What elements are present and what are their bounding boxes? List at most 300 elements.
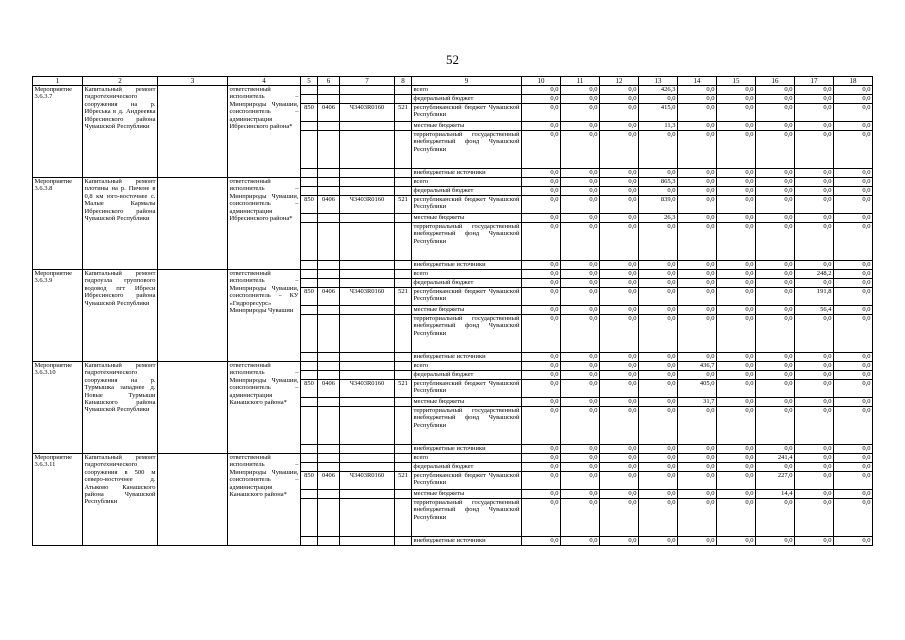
value-cell: 0,0 [795,371,834,380]
value-cell: 0,0 [639,463,678,472]
code-cell [340,315,395,353]
value-cell: 56,4 [795,306,834,315]
funding-source: внебюджетные источники [412,353,522,362]
value-cell: 415,0 [639,104,678,122]
code-cell [301,371,318,380]
measure-name: Капитальный ремонт гидротехнического сооружения в 500 м северо-восточнее д. Атыково Канашского района Чувашской Республики [83,454,158,546]
value-cell: 0,0 [561,445,600,454]
value-cell: 426,3 [639,86,678,95]
value-cell: 0,0 [795,131,834,169]
code-cell [301,490,318,499]
value-cell: 14,4 [756,490,795,499]
value-cell: 0,0 [756,537,795,546]
funding-source: республиканский бюджет Чувашской Республики [412,196,522,214]
value-cell: 0,0 [834,95,873,104]
empty-cell [158,178,228,270]
code-cell [395,407,412,445]
value-cell: 0,0 [522,169,561,178]
value-cell: 0,0 [834,178,873,187]
value-cell: 0,0 [834,537,873,546]
code-target: Ч3403R0160 [340,196,395,214]
value-cell: 0,0 [834,380,873,398]
value-cell: 0,0 [522,86,561,95]
column-number: 9 [412,77,522,86]
value-cell: 0,0 [717,279,756,288]
code-cell [318,214,340,223]
code-cell [301,315,318,353]
value-cell: 0,0 [678,454,717,463]
value-cell: 0,0 [522,398,561,407]
value-cell: 0,0 [561,187,600,196]
value-cell: 0,0 [795,95,834,104]
value-cell: 0,0 [639,288,678,306]
value-cell: 0,0 [639,454,678,463]
code-expense: 521 [395,472,412,490]
value-cell: 0,0 [717,398,756,407]
code-cell [301,223,318,261]
column-number: 17 [795,77,834,86]
value-cell: 0,0 [795,261,834,270]
code-cell [301,214,318,223]
value-cell: 0,0 [600,454,639,463]
code-cell [340,86,395,95]
value-cell: 0,0 [522,214,561,223]
measure-number: Мероприятие 3.6.3.8 [33,178,83,270]
funding-source: республиканский бюджет Чувашской Республики [412,472,522,490]
column-number: 4 [228,77,301,86]
code-cell [395,490,412,499]
code-cell [395,371,412,380]
value-cell: 0,0 [756,315,795,353]
value-cell: 0,0 [522,445,561,454]
code-cell [340,122,395,131]
value-cell: 0,0 [600,362,639,371]
code-cell [340,463,395,472]
funding-source: федеральный бюджет [412,95,522,104]
value-cell: 0,0 [600,187,639,196]
funding-source: республиканский бюджет Чувашской Республики [412,380,522,398]
measure-name: Капитальный ремонт гидроузла группового водовод пгт Ибреси Ибресинского района Чувашской Республики [83,270,158,362]
value-cell: 0,0 [639,187,678,196]
value-cell: 0,0 [756,261,795,270]
value-cell: 0,0 [522,279,561,288]
value-cell: 0,0 [717,380,756,398]
funding-source: федеральный бюджет [412,187,522,196]
value-cell: 0,0 [678,196,717,214]
value-cell: 0,0 [600,86,639,95]
code-grbs: 850 [301,196,318,214]
value-cell: 0,0 [639,353,678,362]
code-cell [395,362,412,371]
value-cell: 0,0 [795,499,834,537]
funding-source: местные бюджеты [412,398,522,407]
code-cell [340,353,395,362]
value-cell: 0,0 [678,214,717,223]
value-cell: 0,0 [678,499,717,537]
code-cell [395,445,412,454]
value-cell: 0,0 [756,104,795,122]
value-cell: 0,0 [756,178,795,187]
code-cell [340,499,395,537]
value-cell: 0,0 [756,306,795,315]
code-cell [340,454,395,463]
code-cell [395,279,412,288]
value-cell: 0,0 [561,95,600,104]
value-cell: 0,0 [639,472,678,490]
value-cell: 0,0 [561,169,600,178]
value-cell: 0,0 [834,463,873,472]
value-cell: 0,0 [639,223,678,261]
funding-source: всего [412,362,522,371]
value-cell: 0,0 [834,362,873,371]
value-cell: 0,0 [756,214,795,223]
value-cell: 839,0 [639,196,678,214]
value-cell: 0,0 [522,288,561,306]
code-cell [318,353,340,362]
value-cell: 0,0 [834,306,873,315]
code-cell [395,95,412,104]
code-target: Ч3403R0160 [340,472,395,490]
code-section: 0406 [318,472,340,490]
value-cell: 0,0 [522,353,561,362]
code-cell [395,353,412,362]
value-cell: 0,0 [834,353,873,362]
funding-source: территориальный государственный внебюджетный фонд Чувашской Республики [412,499,522,537]
value-cell: 0,0 [561,353,600,362]
funding-source: территориальный государственный внебюджетный фонд Чувашской Республики [412,315,522,353]
code-cell [395,178,412,187]
value-cell: 0,0 [522,454,561,463]
value-cell: 0,0 [600,398,639,407]
code-cell [340,398,395,407]
code-cell [318,463,340,472]
value-cell: 0,0 [834,472,873,490]
column-number: 18 [834,77,873,86]
code-cell [318,407,340,445]
value-cell: 0,0 [600,288,639,306]
value-cell: 0,0 [756,169,795,178]
value-cell: 0,0 [561,261,600,270]
value-cell: 0,0 [561,104,600,122]
code-cell [301,537,318,546]
funding-source: внебюджетные источники [412,537,522,546]
code-cell [340,178,395,187]
value-cell: 0,0 [561,223,600,261]
value-cell: 0,0 [600,279,639,288]
value-cell: 0,0 [639,261,678,270]
value-cell: 0,0 [756,270,795,279]
value-cell: 0,0 [756,196,795,214]
code-cell [318,445,340,454]
code-cell [301,499,318,537]
value-cell: 0,0 [522,306,561,315]
code-cell [395,169,412,178]
value-cell: 0,0 [561,279,600,288]
funding-source: местные бюджеты [412,122,522,131]
table-row [33,86,873,95]
code-cell [340,261,395,270]
code-cell [340,279,395,288]
code-cell [318,398,340,407]
funding-source: внебюджетные источники [412,261,522,270]
value-cell: 0,0 [756,86,795,95]
value-cell: 0,0 [600,261,639,270]
code-cell [318,178,340,187]
code-cell [301,131,318,169]
value-cell: 0,0 [717,490,756,499]
value-cell: 0,0 [678,270,717,279]
funding-source: всего [412,86,522,95]
value-cell: 26,3 [639,214,678,223]
value-cell: 0,0 [717,169,756,178]
value-cell: 0,0 [678,169,717,178]
value-cell: 0,0 [561,371,600,380]
value-cell: 0,0 [522,95,561,104]
value-cell: 0,0 [639,362,678,371]
code-cell [318,490,340,499]
value-cell: 0,0 [678,306,717,315]
empty-cell [158,454,228,546]
executor: ответственный исполнитель – Минприроды Чувашии, соисполнитель – администрация Ибресинского района* [228,86,301,178]
value-cell: 0,0 [834,187,873,196]
value-cell: 0,0 [639,499,678,537]
value-cell: 0,0 [678,445,717,454]
value-cell: 0,0 [678,537,717,546]
value-cell: 0,0 [795,537,834,546]
code-cell [318,122,340,131]
value-cell: 0,0 [717,187,756,196]
code-cell [340,187,395,196]
value-cell: 0,0 [600,306,639,315]
value-cell: 0,0 [834,279,873,288]
funding-source: местные бюджеты [412,490,522,499]
value-cell: 0,0 [522,196,561,214]
value-cell: 0,0 [717,472,756,490]
value-cell: 0,0 [795,472,834,490]
code-cell [340,306,395,315]
value-cell: 0,0 [522,362,561,371]
value-cell: 0,0 [678,463,717,472]
code-cell [340,537,395,546]
value-cell: 0,0 [639,445,678,454]
value-cell: 0,0 [834,223,873,261]
code-cell [395,454,412,463]
code-cell [340,214,395,223]
table-row [33,454,873,463]
code-grbs: 850 [301,104,318,122]
column-number: 8 [395,77,412,86]
code-cell [340,169,395,178]
value-cell: 0,0 [834,445,873,454]
code-cell [340,362,395,371]
value-cell: 0,0 [834,104,873,122]
value-cell: 0,0 [717,86,756,95]
code-cell [395,398,412,407]
value-cell: 0,0 [522,270,561,279]
value-cell: 0,0 [795,454,834,463]
value-cell: 0,0 [522,472,561,490]
value-cell: 0,0 [717,104,756,122]
value-cell: 436,7 [678,362,717,371]
value-cell: 0,0 [561,288,600,306]
value-cell: 0,0 [678,104,717,122]
code-section: 0406 [318,104,340,122]
value-cell: 405,0 [678,380,717,398]
code-cell [301,169,318,178]
value-cell: 0,0 [756,187,795,196]
value-cell: 0,0 [639,306,678,315]
value-cell: 0,0 [717,537,756,546]
code-cell [318,362,340,371]
code-cell [395,223,412,261]
column-number: 2 [83,77,158,86]
value-cell: 0,0 [561,499,600,537]
value-cell: 0,0 [756,371,795,380]
code-cell [301,398,318,407]
value-cell: 0,0 [561,315,600,353]
value-cell: 0,0 [717,214,756,223]
code-cell [318,371,340,380]
column-number: 1 [33,77,83,86]
value-cell: 0,0 [639,131,678,169]
value-cell: 0,0 [678,472,717,490]
value-cell: 0,0 [522,104,561,122]
value-cell: 0,0 [600,122,639,131]
value-cell: 0,0 [834,261,873,270]
code-cell [301,279,318,288]
measure-number: Мероприятие 3.6.3.10 [33,362,83,454]
value-cell: 0,0 [717,288,756,306]
value-cell: 0,0 [600,537,639,546]
value-cell: 0,0 [600,178,639,187]
value-cell: 0,0 [561,537,600,546]
value-cell: 0,0 [561,398,600,407]
value-cell: 0,0 [717,454,756,463]
value-cell: 0,0 [834,490,873,499]
value-cell: 0,0 [717,178,756,187]
column-number: 6 [318,77,340,86]
code-cell [395,463,412,472]
value-cell: 0,0 [756,223,795,261]
value-cell: 0,0 [639,279,678,288]
value-cell: 0,0 [717,353,756,362]
code-cell [301,454,318,463]
column-number-row [33,77,873,86]
value-cell: 0,0 [561,306,600,315]
value-cell: 0,0 [600,463,639,472]
code-cell [301,407,318,445]
funding-source: местные бюджеты [412,306,522,315]
value-cell: 0,0 [795,315,834,353]
value-cell: 0,0 [600,380,639,398]
value-cell: 0,0 [678,131,717,169]
funding-source: территориальный государственный внебюджетный фонд Чувашской Республики [412,223,522,261]
value-cell: 0,0 [639,315,678,353]
value-cell: 0,0 [834,288,873,306]
value-cell: 0,0 [717,445,756,454]
code-cell [301,445,318,454]
table-row [33,178,873,187]
code-section: 0406 [318,196,340,214]
value-cell: 0,0 [795,187,834,196]
code-cell [318,537,340,546]
funding-source: федеральный бюджет [412,279,522,288]
code-cell [301,353,318,362]
code-cell [318,270,340,279]
value-cell: 0,0 [717,371,756,380]
code-cell [395,131,412,169]
value-cell: 0,0 [522,380,561,398]
table-row [33,270,873,279]
measure-name: Капитальный ремонт гидротехнического сооружения на р. Ибреська в д. Андреевка Ибресинского района Чувашской Республики [83,86,158,178]
value-cell: 0,0 [756,499,795,537]
funding-source: территориальный государственный внебюджетный фонд Чувашской Республики [412,407,522,445]
value-cell: 0,0 [834,122,873,131]
value-cell: 0,0 [600,490,639,499]
code-cell [301,261,318,270]
value-cell: 0,0 [561,131,600,169]
value-cell: 0,0 [717,196,756,214]
value-cell: 0,0 [834,398,873,407]
code-cell [395,86,412,95]
value-cell: 0,0 [756,445,795,454]
value-cell: 0,0 [600,214,639,223]
value-cell: 0,0 [561,380,600,398]
code-cell [395,270,412,279]
value-cell: 0,0 [756,398,795,407]
code-cell [340,223,395,261]
funding-source: всего [412,178,522,187]
value-cell: 227,0 [756,472,795,490]
value-cell: 0,0 [600,371,639,380]
code-cell [318,187,340,196]
value-cell: 0,0 [795,196,834,214]
value-cell: 0,0 [678,86,717,95]
funding-source: всего [412,270,522,279]
value-cell: 0,0 [561,454,600,463]
code-cell [301,187,318,196]
empty-cell [158,270,228,362]
executor: ответственный исполнитель – Минприроды Чувашии, соисполнитель – администрация Ибресинского района* [228,178,301,270]
code-cell [318,499,340,537]
code-cell [395,537,412,546]
measure-name: Капитальный ремонт гидротехнического сооружения на р. Турмышка западнее д. Новые Турмыши Канашского района Чувашской Республики [83,362,158,454]
value-cell: 0,0 [561,407,600,445]
code-cell [395,306,412,315]
value-cell: 0,0 [561,214,600,223]
value-cell: 0,0 [639,490,678,499]
value-cell: 0,0 [717,131,756,169]
code-cell [318,279,340,288]
value-cell: 0,0 [834,214,873,223]
value-cell: 0,0 [834,454,873,463]
code-cell [301,362,318,371]
value-cell: 0,0 [522,261,561,270]
code-cell [340,95,395,104]
value-cell: 0,0 [717,407,756,445]
value-cell: 0,0 [639,380,678,398]
value-cell: 0,0 [834,270,873,279]
value-cell: 0,0 [795,463,834,472]
code-cell [340,445,395,454]
empty-cell [158,362,228,454]
code-cell [301,122,318,131]
value-cell: 0,0 [561,178,600,187]
column-number: 5 [301,77,318,86]
code-cell [301,463,318,472]
value-cell: 0,0 [678,178,717,187]
measure-number: Мероприятие 3.6.3.11 [33,454,83,546]
